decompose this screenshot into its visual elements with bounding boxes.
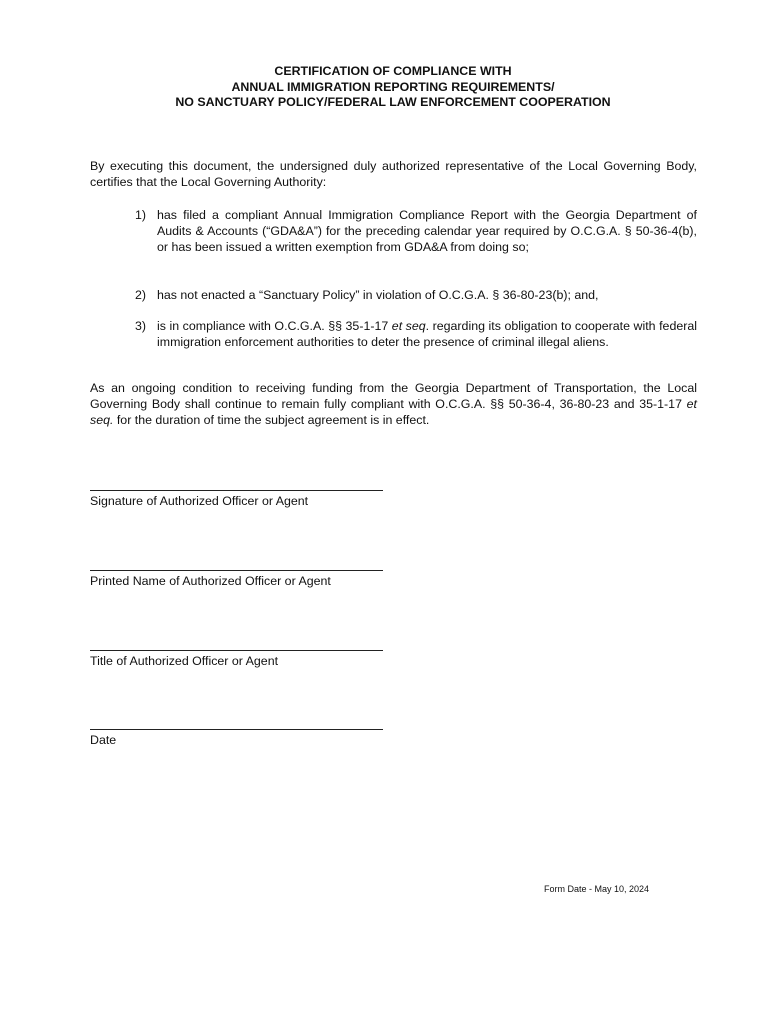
date-label: Date [90, 733, 117, 747]
closing-text-start: As an ongoing condition to receiving funding from the Georgia Department of Transportation, the Local Governing Body shall continue to remain fully compliant with O.C.G.A. §§ 50-36-4, 36-80-23 and 35-1-17 [90, 381, 697, 412]
closing-paragraph [90, 380, 697, 429]
signature-line[interactable] [90, 490, 383, 491]
title-line[interactable] [90, 650, 383, 651]
date-field[interactable] [90, 729, 390, 748]
list-text: has not enacted a “Sanctuary Policy” in violation of O.C.G.A. § 36-80-23(b); and, [157, 288, 599, 302]
intro-paragraph: By executing this document, the undersigned duly authorized representative of the Local Governing Body, certifies that the Local Governing Authority: [90, 159, 697, 190]
list-number: 3) [135, 319, 147, 333]
closing-text-end: for the duration of time the subject agreement is in effect. [113, 413, 430, 428]
signature-field[interactable] [90, 490, 390, 509]
title-label: Title of Authorized Officer or Agent [90, 654, 279, 668]
list-item-3 [135, 318, 697, 350]
printed-name-field[interactable] [90, 570, 390, 589]
title-line-2: ANNUAL IMMIGRATION REPORTING REQUIREMENTS/ [231, 79, 555, 94]
list-text-end: . regarding its obligation to cooperate with federal immigration enforcement authorities to deter the presence of criminal illegal aliens. [157, 319, 697, 350]
document-title [90, 64, 696, 111]
list-text: has filed a compliant Annual Immigration Compliance Report with the Georgia Department of Audits & Accounts (“GDA&A”) for the preceding calendar year required by O.C.G.A. § 50-36-4(b), or has been issued a written exemption from GDA&A from doing so; [157, 208, 697, 255]
closing-text-italic: et seq. [90, 397, 697, 428]
list-number: 1) [135, 208, 147, 222]
title-line-1: CERTIFICATION OF COMPLIANCE WITH [274, 64, 512, 78]
printed-name-line[interactable] [90, 570, 383, 571]
date-line[interactable] [90, 729, 383, 730]
title-field[interactable] [90, 650, 390, 669]
list-item-2 [135, 287, 697, 303]
list-number: 2) [135, 288, 147, 302]
title-line-3: NO SANCTUARY POLICY/FEDERAL LAW ENFORCEMENT COOPERATION [175, 95, 611, 109]
list-text-italic: et seq [391, 319, 426, 333]
list-item-1 [135, 207, 697, 256]
list-text-start: is in compliance with O.C.G.A. §§ 35-1-17 [157, 319, 392, 333]
list-text [157, 318, 697, 350]
form-date-footer: Form Date - May 10, 2024 [544, 884, 650, 894]
signature-label: Signature of Authorized Officer or Agent [90, 494, 309, 508]
printed-name-label: Printed Name of Authorized Officer or Agent [90, 574, 331, 588]
